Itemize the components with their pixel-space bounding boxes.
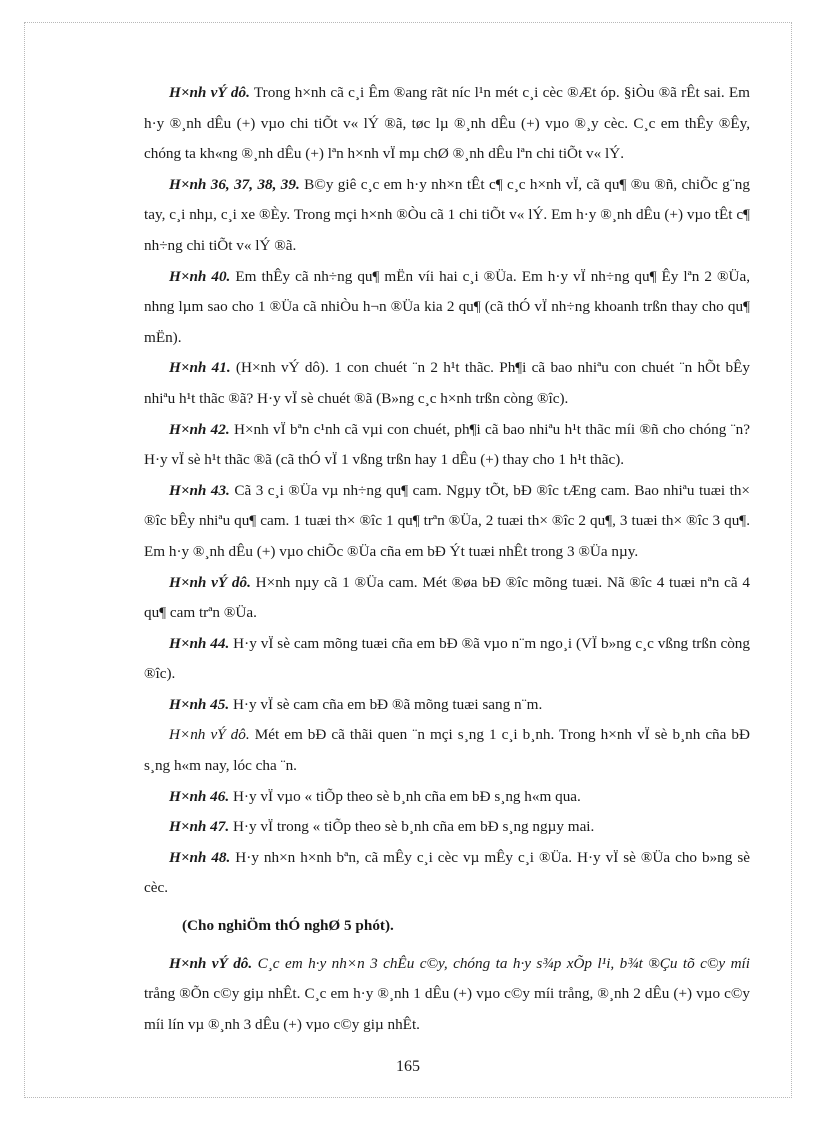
- paragraph-text: Em thÊy cã nh÷ng qu¶ mËn víi hai c¸i ®Üa. Em h·y vÏ nh÷ng qu¶ Êy lªn 2 ®Üa, nhng lµm sao cho 1 ®Üa cã nhiÒu h¬n ®Üa kia 2 qu¶ (cã thÓ vÏ nh÷ng khoanh trßn thay cho qu¶ mËn).: [144, 267, 750, 346]
- paragraph-text: B©y giê c¸c em h·y nh×n tÊt c¶ c¸c h×nh vÏ, cã qu¶ ®u ®ñ, chiÕc g¨ng tay, c¸i nhµ, c¸i xe ®Èy. Trong mçi h×nh ®Òu cã 1 chi tiÕt v« lÝ. Em h·y ®¸nh dÊu (+) vµo tÊt c¶ nh÷ng chi tiÕt v« lÝ ®ã.: [144, 175, 750, 254]
- paragraph-label: H×nh 48.: [169, 848, 231, 866]
- page-number: 165: [396, 1058, 420, 1075]
- break-note-text: (Cho nghiÖm thÓ nghØ 5 phót).: [182, 917, 394, 935]
- paragraph: [144, 353, 750, 414]
- paragraph: [144, 568, 750, 629]
- paragraph-text: trång ®Õn c©y giµ nhÊt. C¸c em h·y ®¸nh 1 dÊu (+) vµo c©y míi trång, ®¸nh 2 dÊu (+) vµo c©y míi lín vµ ®¸nh 3 dÊu (+) vµo c©y giµ nhÊt.: [144, 985, 750, 1033]
- paragraph-label: H×nh vÝ dô.: [169, 726, 250, 744]
- paragraph: [144, 843, 750, 904]
- paragraph-text: H×nh vÏ bªn c¹nh cã vµi con chuét, ph¶i cã bao nhiªu h¹t thãc míi ®ñ cho chóng ¨n? H·y vÏ sè h¹t thãc ®ã (cã thÓ vÏ 1 vßng trßn hay 1 dÊu (+) thay cho 1 h¹t thãc).: [144, 420, 750, 469]
- paragraph-label: H×nh 43.: [169, 481, 230, 499]
- paragraph-text: H·y vÏ sè cam cña em bÐ ®ã mõng tuæi sang n¨m.: [229, 695, 543, 713]
- paragraph: [144, 949, 750, 1041]
- document-body: [144, 78, 750, 1040]
- paragraph: [144, 629, 750, 690]
- paragraph-text: H·y vÏ vµo « tiÕp theo sè b¸nh cña em bÐ s¸ng h«m qua.: [229, 787, 581, 805]
- paragraph-text: H·y nh×n h×nh bªn, cã mÊy c¸i cèc vµ mÊy c¸i ®Üa. H·y vÏ sè ®Üa cho b»ng sè cèc.: [144, 848, 750, 897]
- paragraph-label: H×nh 46.: [169, 787, 230, 805]
- paragraph-label: H×nh 36, 37, 38, 39.: [169, 175, 300, 193]
- paragraph: [144, 476, 750, 568]
- paragraph: [144, 78, 750, 170]
- break-note: [144, 904, 750, 949]
- paragraph-label: H×nh 42.: [169, 420, 230, 438]
- paragraph: [144, 262, 750, 354]
- paragraph-label: H×nh vÝ dô.: [169, 573, 251, 591]
- paragraph-text: H·y vÏ trong « tiÕp theo sè b¸nh cña em bÐ s¸ng ngµy mai.: [229, 818, 595, 836]
- paragraph-label: H×nh vÝ dô.: [169, 84, 250, 101]
- paragraph-text: (H×nh vÝ dô). 1 con chuét ¨n 2 h¹t thãc. Ph¶i cã bao nhiªu con chuét ¨n hÕt bÊy nhiªu h¹t thãc ®ã? H·y vÏ sè chuét ®ã (B»ng c¸c h×nh trßn còng ®îc).: [144, 359, 750, 407]
- paragraph-label: H×nh 41.: [169, 359, 231, 377]
- paragraph-text: H×nh nµy cã 1 ®Üa cam. Mét ®øa bÐ ®îc mõng tuæi. Nã ®îc 4 tuæi nªn cã 4 qu¶ cam trªn ®Üa.: [144, 573, 750, 622]
- paragraph-text: H·y vÏ sè cam mõng tuæi cña em bÐ ®ã vµo n¨m ngo¸i (VÏ b»ng c¸c vßng trßn còng ®îc).: [144, 634, 750, 683]
- paragraph-label: H×nh 45.: [169, 695, 230, 713]
- paragraph: [144, 812, 750, 843]
- paragraph-label: H×nh vÝ dô.: [169, 954, 253, 972]
- paragraph-text: Cã 3 c¸i ®Üa vµ nh÷ng qu¶ cam. Ngµy tÕt, bÐ ®îc tÆng cam. Bao nhiªu tuæi th× ®îc bÊy nhiªu qu¶ cam. 1 tuæi th× ®îc 1 qu¶ trªn ®Üa, 2 tuæi th× ®îc 2 qu¶, 3 tuæi th× ®îc 3 qu¶. Em h·y ®¸nh dÊu (+) vµo chiÕc ®Üa cña em bÐ Ýt tuæi nhÊt trong 3 ®Üa nµy.: [144, 481, 750, 560]
- paragraph-italic-text: C¸c em h·y nh×n 3 chÊu c©y, chóng ta h·y s¾p xÕp l¹i, b¾t ®Çu tõ c©y míi: [252, 954, 750, 972]
- paragraph: [144, 690, 750, 721]
- paragraph: [144, 720, 750, 781]
- paragraph-label: H×nh 40.: [169, 267, 231, 285]
- paragraph-label: H×nh 44.: [169, 634, 230, 652]
- paragraph-text: Mét em bÐ cã thãi quen ¨n mçi s¸ng 1 c¸i b¸nh. Trong h×nh vÏ sè b¸nh cña bÐ s¸ng h«m nay, lóc cha ¨n.: [144, 726, 750, 775]
- paragraph: [144, 170, 750, 262]
- paragraph-label: H×nh 47.: [169, 818, 230, 836]
- paragraph: [144, 782, 750, 813]
- paragraph: [144, 415, 750, 476]
- paragraph-text: Trong h×nh cã c¸i Êm ®ang rãt níc l¹n mét c¸i cèc ®Æt óp. §iÒu ®ã rÊt sai. Em h·y ®¸nh dÊu (+) vµo chi tiÕt v« lÝ ®ã, tøc lµ ®¸nh dÊu (+) vµo ®¸y cèc. C¸c em thÊy ®Êy, chóng ta kh«ng ®¸nh dÊu (+) lªn h×nh vÏ mµ chØ ®¸nh dÊu lªn chi tiÕt v« lÝ.: [144, 84, 750, 163]
